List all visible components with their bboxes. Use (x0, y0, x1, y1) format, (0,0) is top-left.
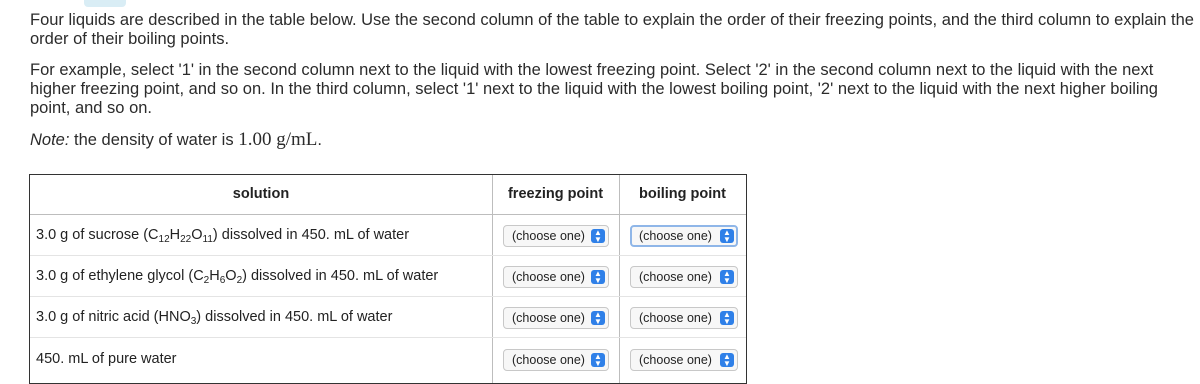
column-divider (619, 175, 620, 383)
formula-element: H (169, 227, 181, 243)
row-divider (30, 296, 746, 297)
formula-element: C (148, 227, 159, 243)
solution-description (36, 350, 177, 368)
solution-text: 450. mL of pure water (36, 351, 177, 367)
note-value: 1.00 (238, 129, 272, 150)
formula-element: HNO (158, 309, 191, 325)
select-value: (choose one) (512, 311, 585, 325)
solution-description (36, 267, 438, 285)
select-value: (choose one) (512, 270, 585, 284)
select-value: (choose one) (512, 229, 585, 243)
row-divider (30, 337, 746, 338)
freezing-point-rank-select[interactable] (503, 225, 609, 247)
solution-text: 3.0 g of nitric acid ( (36, 309, 159, 325)
updown-chevron-icon: ▲ ▼ (591, 353, 605, 367)
solution-text: 3.0 g of ethylene glycol ( (36, 268, 194, 284)
freezing-point-rank-select[interactable] (503, 266, 609, 288)
note-text: the density of water is (69, 131, 239, 149)
solution-text: ) dissolved in 450. mL of water (242, 268, 439, 284)
boiling-point-rank-select[interactable] (630, 349, 738, 371)
updown-chevron-icon: ▲ ▼ (591, 270, 605, 284)
updown-chevron-icon: ▲ ▼ (591, 229, 605, 243)
boiling-point-rank-select[interactable] (630, 266, 738, 288)
formula-subscript: 11 (202, 234, 213, 245)
note-end: . (317, 131, 322, 149)
solution-text: 3.0 g of sucrose ( (36, 227, 149, 243)
density-note (30, 130, 322, 150)
row-divider (30, 255, 746, 256)
formula-subscript: 12 (158, 234, 170, 245)
solution-description (36, 308, 392, 326)
updown-chevron-icon: ▲ ▼ (591, 311, 605, 325)
formula-subscript: 2 (203, 275, 210, 286)
header-boiling-point: boiling point (639, 186, 726, 202)
formula-element: O (191, 227, 203, 243)
updown-chevron-icon: ▲ ▼ (720, 311, 734, 325)
boiling-point-rank-select[interactable] (630, 307, 738, 329)
freezing-point-rank-select[interactable] (503, 307, 609, 329)
note-unit: g/mL (271, 129, 318, 150)
updown-chevron-icon: ▲ ▼ (720, 353, 734, 367)
formula-subscript: 2 (236, 275, 243, 286)
header-solution: solution (232, 186, 290, 202)
formula-subscript: 6 (219, 275, 226, 286)
select-value: (choose one) (639, 311, 712, 325)
solution-description (36, 226, 409, 244)
select-value: (choose one) (639, 270, 712, 284)
header-freezing-point: freezing point (507, 186, 604, 202)
solution-text: ) dissolved in 450. mL of water (212, 227, 410, 243)
solution-text: ) dissolved in 450. mL of water (196, 309, 393, 325)
boiling-point-rank-select[interactable] (630, 225, 738, 247)
select-value: (choose one) (639, 353, 712, 367)
formula-element: C (193, 268, 204, 284)
formula-subscript: 3 (190, 316, 197, 327)
select-value: (choose one) (639, 229, 712, 243)
formula-subscript: 22 (180, 234, 192, 245)
column-divider (492, 175, 493, 383)
example-text: For example, select '1' in the second column next to the liquid with the lowest freezing point. Select '2' in the second column next to the liquid with the next higher freezing point, and so on. In the third column, select '1' next to the liquid with the lowest boiling point, '2' next to the liquid with the next higher boiling point, and so on. (30, 61, 1158, 117)
select-value: (choose one) (512, 353, 585, 367)
note-label: Note: (30, 131, 70, 149)
updown-chevron-icon: ▲ ▼ (720, 229, 734, 243)
solutions-table (29, 174, 747, 384)
formula-element: H (209, 268, 220, 284)
formula-element: O (225, 268, 237, 284)
header-divider (30, 214, 746, 215)
updown-chevron-icon: ▲ ▼ (720, 270, 734, 284)
freezing-point-rank-select[interactable] (503, 349, 609, 371)
intro-text: Four liquids are described in the table below. Use the second column of the table to explain the order of their freezing points, and the third column to explain the order of their boiling points. (30, 11, 1194, 48)
top-tab-indicator (84, 0, 126, 7)
